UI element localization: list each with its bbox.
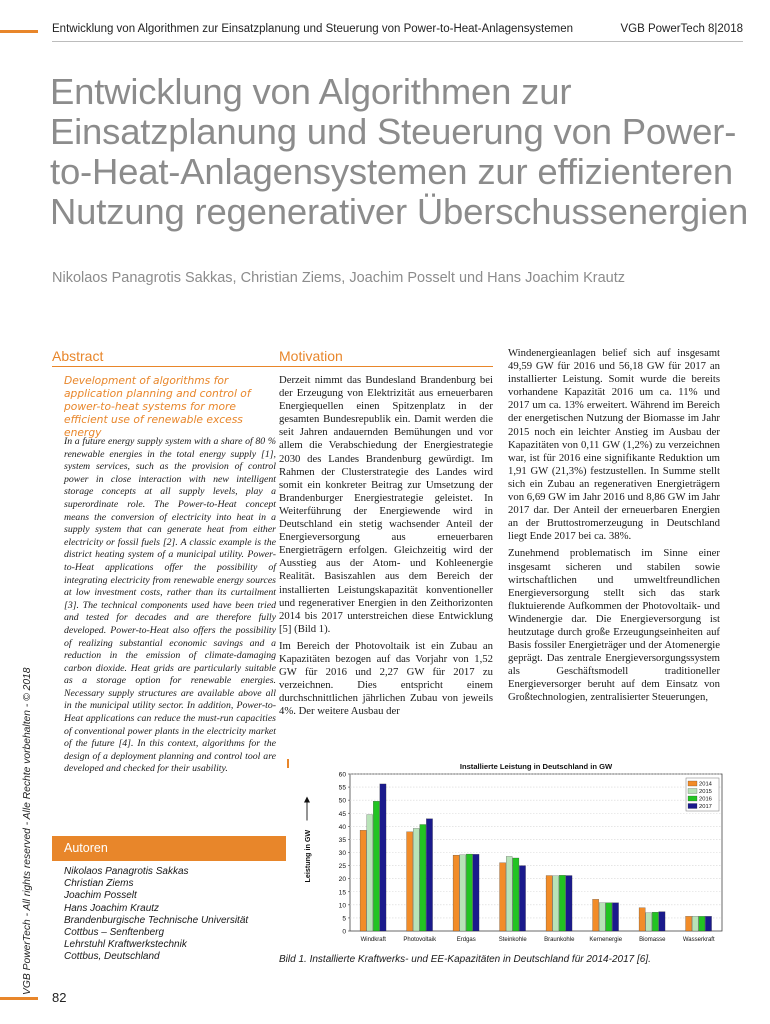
x-tick-label: Biomasse xyxy=(639,937,666,943)
y-tick-label: 10 xyxy=(338,902,346,910)
author-name: Joachim Posselt xyxy=(64,890,137,902)
bar-2017 xyxy=(612,903,618,931)
y-tick-label: 20 xyxy=(338,876,346,884)
bar-2015 xyxy=(506,856,512,931)
motivation-rule xyxy=(279,366,493,367)
footer-accent-bar xyxy=(0,997,38,1000)
header-accent-bar xyxy=(0,30,38,33)
abstract-rule xyxy=(52,366,286,367)
article-title: Entwicklung von Algorithmen zur Einsatzplanung und Steuerung von Power-to-Heat-Anlagensystemen zur effizienteren Nutzung regenerativer Überschussenergien xyxy=(50,71,749,232)
bar-2017 xyxy=(380,784,386,931)
x-tick-label: Windkraft xyxy=(360,937,386,943)
bar-2014 xyxy=(593,899,599,931)
bar-2015 xyxy=(599,903,605,931)
bar-2015 xyxy=(413,828,419,931)
y-axis-label: Leistung in GW xyxy=(303,829,312,883)
bar-2017 xyxy=(566,876,572,931)
right-column-text xyxy=(508,347,720,709)
bar-2016 xyxy=(420,825,426,931)
chart-title: Installierte Leistung in Deutschland in GW xyxy=(459,762,613,771)
legend-swatch xyxy=(688,781,697,786)
y-tick-label: 45 xyxy=(338,810,346,818)
body-paragraph: Zunehmend problematisch im Sinne einer insgesamt sicheren und stabilen sowie wirtschaftlichen und umweltfreundlichen Energieversorgung stellt sich das stark fluktuierende Aufkommen der Photovoltaik- und Windenergie dar. Die Energieversorgung ist heutzutage durch große Erzeugungseinheiten auf Basis fossiler Energieträger und der Atomenergie geprägt. Das zentrale Energieversorgungssystem als Geschäftsmodell traditioneller Energieversorger beruht auf dem Einsatz von Großtechnologien, zentralisierter Steuerungen, xyxy=(508,547,720,704)
y-tick-label: 0 xyxy=(342,928,346,936)
legend-label: 2015 xyxy=(699,789,712,796)
legend-swatch xyxy=(688,796,697,801)
page-number: 82 xyxy=(52,990,67,1005)
bar-2017 xyxy=(659,912,665,931)
author-affiliation: Brandenburgische Technische Universität xyxy=(64,914,249,926)
bar-2014 xyxy=(546,876,552,931)
author-name: Hans Joachim Krautz xyxy=(64,902,160,914)
x-tick-label: Photovoltaik xyxy=(403,937,437,943)
y-tick-label: 15 xyxy=(338,889,346,897)
bar-2017 xyxy=(705,916,711,931)
figure-caption: Bild 1. Installierte Kraftwerks- und EE-Kapazitäten in Deutschland für 2014-2017 [6]. xyxy=(279,954,651,965)
x-tick-label: Wasserkraft xyxy=(682,937,715,943)
y-tick-label: 35 xyxy=(338,836,346,844)
abstract-english-title: Development of algorithms for application planning and control of power-to-heat systems for more efficient use of renewable excess energy xyxy=(64,374,251,439)
bar-2016 xyxy=(559,875,565,931)
abstract-heading: Abstract xyxy=(52,348,104,364)
bar-2015 xyxy=(367,815,373,931)
x-tick-label: Kernenergie xyxy=(589,937,623,943)
author-name: Nikolaos Panagrotis Sakkas xyxy=(64,866,189,877)
bar-2016 xyxy=(513,858,519,931)
motivation-heading: Motivation xyxy=(279,348,343,364)
bar-2016 xyxy=(699,916,705,931)
running-header-title: Entwicklung von Algorithmen zur Einsatzplanung und Steuerung von Power-to-Heat-Anlagensystemen xyxy=(52,23,573,35)
bar-2017 xyxy=(473,854,479,931)
bar-2014 xyxy=(407,832,413,931)
installed-capacity-chart xyxy=(290,758,730,953)
y-tick-label: 25 xyxy=(338,863,346,871)
abstract-end-marker xyxy=(287,759,289,768)
bar-2014 xyxy=(453,855,459,931)
legend-label: 2017 xyxy=(699,804,712,811)
bar-2014 xyxy=(500,863,506,931)
author-name: Christian Ziems xyxy=(64,878,134,890)
bar-2015 xyxy=(692,916,698,931)
header-divider xyxy=(52,41,743,42)
y-tick-label: 55 xyxy=(338,784,346,792)
article-authors: Nikolaos Panagrotis Sakkas, Christian Ziems, Joachim Posselt und Hans Joachim Krautz xyxy=(52,270,625,286)
y-tick-label: 5 xyxy=(342,915,346,923)
autoren-heading: Autoren xyxy=(64,841,108,855)
bar-2017 xyxy=(426,819,432,931)
bar-2016 xyxy=(466,854,472,931)
running-header-journal: VGB PowerTech 8|2018 xyxy=(620,23,743,35)
motivation-paragraph: Im Bereich der Photovoltaik ist ein Zubau an Kapazitäten bezogen auf das Vorjahr von 1,52 GW für 2016 und 2,27 GW für 2017 zu verzeichnen. Dies entspricht einem durchschnittlichen jährlichen Zubau von jeweils 4%. Der weitere Ausbau der xyxy=(279,639,493,718)
author-affiliation: Lehrstuhl Kraftwerkstechnik xyxy=(64,939,187,951)
bar-2017 xyxy=(519,866,525,931)
bar-2014 xyxy=(639,908,645,931)
legend-swatch xyxy=(688,804,697,809)
bar-2016 xyxy=(373,801,379,931)
motivation-paragraph: Derzeit nimmt das Bundesland Brandenburg bei der Erzeugung von Elektrizität aus erneuerbaren Energiequellen einen Spitzenplatz in der gesamten Bundesrepublik ein. Damit werden die seit Jahren andauernden Bemühungen und vor allem die Verabschiedung der Energiestrategie 2030 des Landes Brandenburg gewürdigt. Im Rahmen der Clusterstrategie des Landes wird somit ein konkreter Beitrag zur Umsetzung der Brandenburger Energiestrategie geleistet. In Weiterführung der Energiewende wird in Deutschland ein stetig wachsender Anteil der Energieversorgung aus erneuerbaren Energieträgern erfolgen. Gleichzeitig wird der Ausstieg aus der Atom- und Kohleenergie Realität. Basiszahlen aus dem Bereich der installierten Leistungskapazität konventioneller und regenerativer Energien in den Zeithorizonten 2014 bis 2017 unterstreichen diese Entwicklung [5] (Bild 1). xyxy=(279,374,493,635)
bar-2015 xyxy=(646,913,652,931)
author-affiliation: Cottbus – Senftenberg xyxy=(64,927,165,939)
copyright-side-note: VGB PowerTech - All rights reserved - Alle Rechte vorbehalten - © 2018 xyxy=(22,667,33,995)
motivation-text xyxy=(279,374,493,722)
bar-2015 xyxy=(460,855,466,931)
autoren-list xyxy=(64,866,284,964)
bar-2016 xyxy=(652,912,658,931)
legend-label: 2016 xyxy=(699,796,712,803)
y-tick-label: 30 xyxy=(338,850,346,857)
x-tick-label: Steinkohle xyxy=(498,937,527,943)
bar-2014 xyxy=(686,916,692,931)
y-tick-label: 50 xyxy=(338,797,346,805)
y-tick-label: 40 xyxy=(338,823,346,831)
bar-2015 xyxy=(553,876,559,931)
body-paragraph: Windenergieanlagen belief sich auf insgesamt 49,59 GW für 2016 und 56,18 GW für 2017 an installierter Leistung. Somit wurde die bereits vorhandene Kapazität 2016 um ca. 11% und 2017 um ca. 13% erweitert. Während im Bereich der energetischen Nutzung der Biomasse im Jahr 2015 noch ein leichter Anstieg im Ausbau der Kapazitäten von 0,11 GW (1,2%) zu verzeichnen war, ist für 2016 eine signifikante Reduktion um 1,91 GW (21,3%) festzustellen. In Summe stellt sich ein Zubau an regenerativen Energieträgern von 6,69 GW im Jahr 2016 und 8,86 GW im Jahr 2017 dar. Der Anteil der erneuerbaren Energien an der Bruttostromerzeugung in Deutschland liegt Ende 2017 bei ca. 38%. xyxy=(508,347,720,543)
y-tick-label: 60 xyxy=(338,771,346,779)
legend-swatch xyxy=(688,789,697,794)
bar-2014 xyxy=(360,830,366,931)
y-axis-arrowhead xyxy=(304,797,310,803)
x-tick-label: Braunkohle xyxy=(544,937,575,943)
author-affiliation: Cottbus, Deutschland xyxy=(64,951,160,963)
abstract-text: In a future energy supply system with a share of 80 % renewable energies in the total energy supply [1], system services, such as the provision of control power in close interaction with new intelligent storage concepts at all supply levels, play a superordinate role. The Power-to-Heat concept means the conversion of electricity into heat in a supply system that can generate heat from either electricity or fossil fuels [2]. A classic example is the district heating system of a municipal utility. Power-to-Heat applications offer the possibility of integrating electricity from renewable energy sources at low investment costs, rather than its curtailment [3]. The technical components used have been tried and tested for decades and are therefore fully developed. Power-to-Heat also offers the possibility of realizing substantial economic savings and a reduction in the emission of climate-damaging carbon dioxide. Heat grids are particularly suitable as a storage option for renewable energies. Necessary supply structures are available above all in the municipal utility sector. In addition, Power-to-Heat applications can reduce the must-run capacities of conventional power plants in the electricity market of the future [4]. In this context, algorithms for the design of a deployment planning and control tool are developed and checked for their usability. xyxy=(64,436,276,775)
legend-label: 2014 xyxy=(699,781,712,788)
bar-2016 xyxy=(606,903,612,931)
x-tick-label: Erdgas xyxy=(456,937,476,943)
